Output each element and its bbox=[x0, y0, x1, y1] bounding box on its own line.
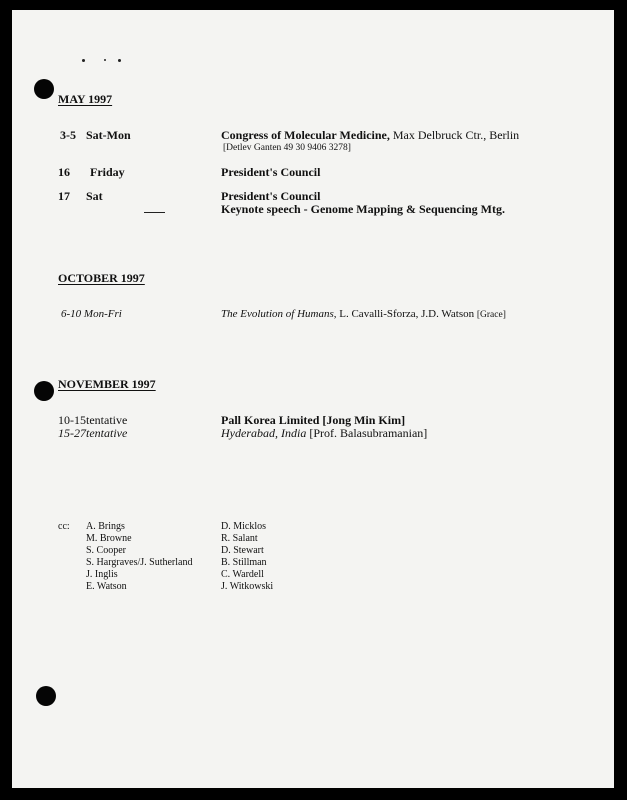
november-event-2-range: 15-27 bbox=[58, 426, 86, 440]
november-event-1-range: 10-15 bbox=[58, 413, 86, 427]
november-event-2-location: Hyderabad, India bbox=[221, 426, 307, 440]
october-event-1-speakers: , L. Cavalli-Sforza, J.D. Watson bbox=[333, 308, 475, 320]
may-event-3-title: President's Council bbox=[221, 189, 321, 203]
may-event-3-title-2: Keynote speech - Genome Mapping & Sequencing Mtg. bbox=[221, 202, 505, 216]
november-event-1-title: Pall Korea Limited [Jong Min Kim] bbox=[221, 413, 406, 427]
may-event-3-day: Sat bbox=[86, 189, 103, 203]
october-event-1-date: 6-10 Mon-Fri bbox=[61, 308, 122, 320]
november-event-2-contact: [Prof. Balasubramanian] bbox=[309, 426, 428, 440]
cc-col2-item: J. Witkowski bbox=[221, 581, 274, 592]
october-heading: OCTOBER 1997 bbox=[58, 271, 145, 285]
october-event-1-name: The Evolution of Humans bbox=[221, 308, 334, 320]
may-event-2-title: President's Council bbox=[221, 165, 321, 179]
october-event-1-note: [Grace] bbox=[476, 310, 506, 320]
punch-hole-middle bbox=[34, 381, 54, 401]
cc-label: cc: bbox=[58, 521, 70, 532]
may-event-1-day: Sat-Mon bbox=[86, 128, 131, 142]
cc-col2-item: R. Salant bbox=[221, 533, 258, 544]
cc-col2-item: D. Micklos bbox=[221, 521, 266, 532]
may-event-1-title bbox=[221, 128, 519, 143]
may-event-3-date: 17 bbox=[58, 189, 70, 203]
cc-col1-item: J. Inglis bbox=[86, 569, 118, 580]
cc-col1-item: M. Browne bbox=[86, 533, 132, 544]
may-heading: MAY 1997 bbox=[58, 92, 113, 106]
november-heading: NOVEMBER 1997 bbox=[58, 377, 156, 391]
cc-col1-item: E. Watson bbox=[86, 581, 127, 592]
document-page bbox=[12, 10, 614, 788]
november-event-2-date bbox=[58, 426, 127, 441]
october-event-1-title bbox=[221, 308, 506, 320]
cc-col2-item: D. Stewart bbox=[221, 545, 264, 556]
may-event-1-date: 3-5 bbox=[60, 128, 76, 142]
may-event-2-date: 16 bbox=[58, 165, 70, 179]
cc-col1-item: S. Cooper bbox=[86, 545, 126, 556]
cc-col1-item: S. Hargraves/J. Sutherland bbox=[86, 557, 193, 568]
may-event-1-location: Max Delbruck Ctr., Berlin bbox=[392, 128, 520, 142]
punch-hole-bottom bbox=[36, 686, 56, 706]
may-event-1-name: Congress of Molecular Medicine, bbox=[221, 128, 390, 142]
may-event-1-contact: [Detlev Ganten 49 30 9406 3278] bbox=[223, 143, 351, 153]
cc-col2-item: B. Stillman bbox=[221, 557, 267, 568]
may-event-2-day: Friday bbox=[90, 165, 125, 179]
underline-mark bbox=[144, 212, 165, 213]
cc-col1-item: A. Brings bbox=[86, 521, 125, 532]
november-event-2-title bbox=[221, 426, 427, 441]
november-event-1-status: tentative bbox=[86, 413, 128, 427]
punch-hole-top bbox=[34, 79, 54, 99]
cc-col2-item: C. Wardell bbox=[221, 569, 264, 580]
november-event-2-status: tentative bbox=[86, 426, 128, 440]
